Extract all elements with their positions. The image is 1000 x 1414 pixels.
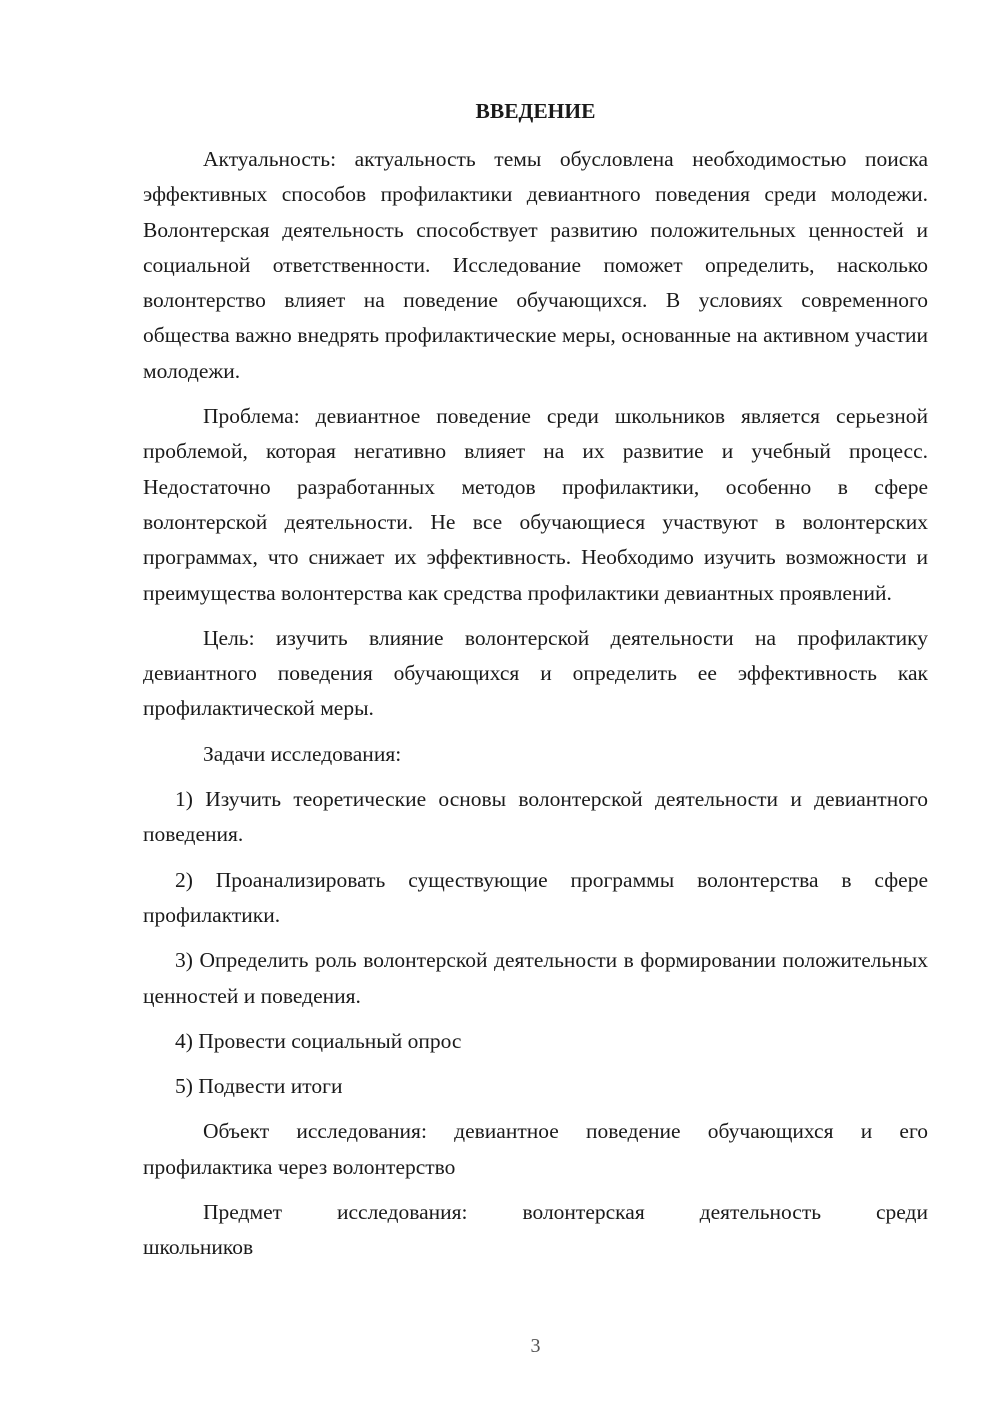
document-page: [143, 0, 928, 1414]
problem-paragraph: Проблема: девиантное поведение среди школьников является серьезной проблемой, которая негативно влияет на их развитие и учебный процесс. Недостаточно разработанных методов профилактики, особенно в сфере волонтерской деятельности. Не все обучающиеся участвуют в волонтерских программах, что снижает их эффективность. Необходимо изучить возможности и преимущества волонтерства как средства профилактики девиантных проявлений.: [143, 404, 928, 605]
document-title: ВВЕДЕНИЕ: [475, 99, 596, 123]
subject-paragraph: [143, 1195, 928, 1266]
subject-line-continued: школьников: [143, 1235, 254, 1260]
goal-paragraph: Цель: изучить влияние волонтерской деятельности на профилактику девиантного поведения обучающихся и определить ее эффективность как профилактической меры.: [143, 625, 928, 721]
page-number: 3: [530, 1335, 541, 1357]
document-body: [143, 142, 928, 1266]
relevance-paragraph: Актуальность: актуальность темы обусловлена необходимостью поиска эффективных способов профилактики девиантного поведения среди молодежи. Волонтерская деятельность способствует развитию положительных ценностей и социальной ответственности. Исследование поможет определить, насколько волонтерство влияет на поведение обучающихся. В условиях современного общества важно внедрять профилактические меры, основанные на активном участии молодежи.: [143, 147, 928, 383]
object-paragraph: Объект исследования: девиантное поведение обучающихся и его профилактика через волонтерство: [143, 1119, 928, 1179]
subject-line: Предмет исследования: волонтерская деятельность среди: [203, 1200, 928, 1225]
list-item: 2) Проанализировать существующие программы волонтерства в сфере профилактики.: [143, 867, 928, 927]
tasks-list: [143, 782, 928, 1104]
list-item: 5) Подвести итоги: [175, 1074, 343, 1099]
list-item: 1) Изучить теоретические основы волонтерской деятельности и девиантного поведения.: [143, 787, 928, 847]
tasks-heading: Задачи исследования:: [203, 741, 402, 766]
list-item: 4) Провести социальный опрос: [175, 1028, 462, 1053]
list-item: 3) Определить роль волонтерской деятельности в формировании положительных ценностей и поведения.: [143, 948, 928, 1008]
